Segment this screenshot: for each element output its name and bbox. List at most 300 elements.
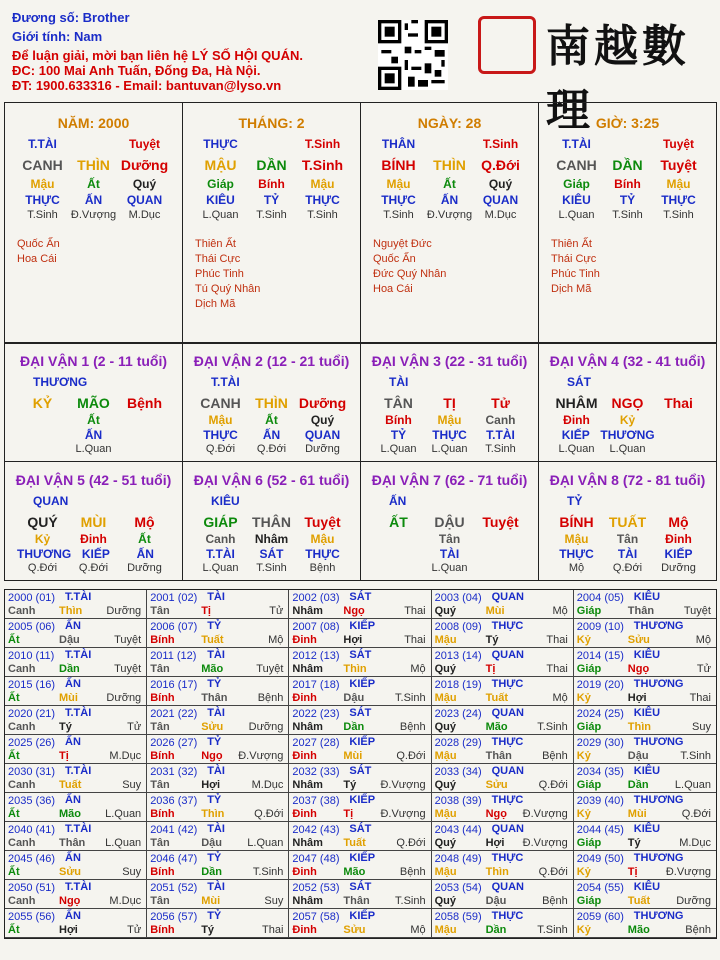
year-cell — [574, 793, 716, 822]
year-branch: Thìn — [627, 721, 652, 733]
dai-van-value: Mậu — [310, 532, 335, 546]
pillar-cell: Giáp — [563, 177, 590, 191]
year-branch: Hợi — [485, 837, 505, 849]
pillar-cell: KIÊU — [562, 193, 591, 207]
pillar-cell: T.Sinh — [304, 137, 341, 151]
year-cell — [5, 590, 147, 619]
year-cell — [432, 735, 574, 764]
dai-van-value: Canh — [205, 532, 236, 546]
year-god: TÀI — [207, 823, 225, 835]
dai-van-row — [539, 413, 716, 427]
year-stem: Nhâm — [292, 663, 323, 675]
year-branch: Mùi — [201, 895, 221, 907]
year-label: 2041 (42) — [150, 824, 198, 836]
year-stage: Bệnh — [542, 895, 568, 907]
year-label: 2021 (22) — [150, 708, 198, 720]
year-stage: Tử — [127, 721, 142, 733]
year-god: TÀI — [207, 765, 225, 777]
year-stage: Đ.Vượng — [665, 866, 711, 878]
dai-van-god: THƯƠNG — [33, 375, 88, 389]
dai-van-value: Mộ — [568, 562, 585, 574]
dai-van-value: Q.Đới — [205, 443, 236, 455]
dai-van-row — [5, 395, 182, 411]
dai-van-value: Đinh — [563, 413, 590, 427]
year-branch: Sửu — [201, 721, 224, 733]
year-branch: Mùi — [485, 605, 505, 617]
dai-van-value: Ất — [87, 413, 100, 427]
pillar-row — [539, 177, 716, 191]
year-god: KIÊU — [633, 765, 661, 777]
year-stage: Mộ — [410, 663, 426, 675]
year-stem: Nhâm — [292, 837, 323, 849]
year-stage: T.Sinh — [680, 750, 711, 762]
year-god: TÀI — [207, 649, 225, 661]
dai-van-row — [361, 428, 538, 442]
year-stage: T.Sinh — [395, 895, 426, 907]
year-stem: Nhâm — [292, 895, 323, 907]
dai-van-row — [183, 514, 360, 530]
year-branch: Mùi — [343, 750, 363, 762]
dai-van-row — [183, 443, 360, 455]
year-branch: Tuất — [59, 779, 82, 791]
dai-van-value: Bính — [385, 413, 412, 427]
dai-van-row — [361, 547, 538, 561]
year-stage: Suy — [264, 895, 284, 907]
year-god: TÀI — [207, 591, 225, 603]
year-stem: Giáp — [576, 605, 602, 617]
year-stem: Mậu — [434, 866, 457, 878]
pillar-title: NĂM: 2000 — [57, 115, 130, 131]
dai-van-cell — [539, 462, 716, 580]
year-cell — [289, 735, 431, 764]
pillar-cell: M.Dục — [484, 209, 517, 221]
year-stem: Quý — [434, 721, 456, 733]
pillar-cell — [246, 137, 297, 151]
pillar-cell: T.Sinh — [256, 209, 287, 221]
year-stem: Đinh — [292, 750, 317, 762]
pillar-cell: Tuyệt — [662, 137, 695, 151]
dai-van-row — [183, 413, 360, 427]
pillar-cell: Tuyệt — [128, 137, 161, 151]
year-stage: Đ.Vượng — [522, 837, 568, 849]
year-label: 2049 (50) — [576, 853, 624, 865]
pillar-cell: QUAN — [126, 193, 163, 207]
year-branch: Thân — [343, 895, 370, 907]
dai-van-value — [17, 443, 68, 455]
year-cell — [432, 822, 574, 851]
dai-van-row — [5, 532, 182, 546]
year-god: ẤN — [65, 620, 81, 632]
year-god: THƯƠNG — [633, 678, 684, 690]
dai-van-value: Đinh — [665, 532, 692, 546]
dai-van-cell — [361, 343, 539, 461]
pillar-cell: T.Sinh — [663, 209, 694, 221]
year-cell — [432, 880, 574, 909]
year-branch: Mão — [201, 663, 224, 675]
dai-van-value: QUAN — [304, 428, 341, 442]
pillar-row — [5, 177, 182, 191]
year-cell — [147, 677, 289, 706]
year-label: 2001 (02) — [150, 592, 198, 604]
pillar-cell: KIÊU — [206, 193, 235, 207]
year-cell — [432, 851, 574, 880]
year-stem: Nhâm — [292, 779, 323, 791]
star-item: Phúc Tinh — [551, 268, 600, 280]
star-item: Quốc Ấn — [373, 253, 416, 265]
year-god: SÁT — [349, 649, 372, 661]
year-branch: Thân — [59, 837, 86, 849]
year-cell — [289, 648, 431, 677]
year-god: TỶ — [207, 736, 222, 748]
year-cell — [5, 880, 147, 909]
year-branch: Mão — [485, 721, 508, 733]
dai-van-title: ĐẠI VẬN 7 (62 - 71 tuổi) — [371, 472, 528, 488]
dai-van-row — [183, 562, 360, 574]
year-branch: Dần — [201, 866, 222, 878]
year-label: 2017 (18) — [292, 679, 340, 691]
pillar-cell — [602, 137, 653, 151]
dai-van-value — [655, 428, 704, 442]
pillar-column — [183, 103, 361, 343]
dai-van-row — [5, 428, 182, 442]
dai-van-row — [539, 395, 716, 411]
year-god: KIẾP — [349, 736, 376, 748]
dai-van-value: ẤN — [84, 428, 103, 442]
pillar-cell: Mậu — [30, 177, 55, 191]
year-stage: Tuyệt — [683, 605, 711, 617]
year-stage: Mộ — [552, 692, 568, 704]
dai-van-god: T.TÀI — [211, 375, 240, 389]
year-stem: Tân — [150, 663, 170, 675]
year-god: KIẾP — [349, 910, 376, 922]
year-stem: Bính — [150, 750, 175, 762]
dai-van-row — [5, 443, 182, 455]
dai-van-value — [475, 562, 526, 574]
pillar-cell: T.Sinh — [482, 137, 519, 151]
year-branch: Thìn — [343, 663, 367, 675]
year-branch: Mão — [343, 866, 366, 878]
year-stem: Mậu — [434, 634, 457, 646]
year-stage: L.Quan — [247, 837, 284, 849]
year-cell — [432, 764, 574, 793]
dai-van-value: Canh — [485, 413, 516, 427]
year-label: 2020 (21) — [8, 708, 56, 720]
dai-van-value: MÃO — [77, 395, 110, 411]
year-branch: Tý — [201, 924, 215, 936]
year-stem: Giáp — [576, 721, 602, 733]
year-label: 2030 (31) — [8, 766, 56, 778]
year-god: TỶ — [207, 678, 222, 690]
year-stage: Dưỡng — [248, 721, 284, 733]
pillar-cell: Quý — [488, 177, 513, 191]
year-stage: Q.Đới — [538, 779, 568, 791]
year-cell — [432, 909, 574, 938]
year-stage: Bệnh — [542, 750, 568, 762]
pillar-row — [183, 193, 360, 207]
dai-van-value: Kỷ — [34, 532, 51, 546]
year-cell — [432, 619, 574, 648]
dai-van-row — [5, 514, 182, 530]
year-cell — [574, 851, 716, 880]
dai-van-row — [183, 532, 360, 546]
pillar-cell: T.TÀI — [28, 137, 57, 151]
dai-van-value: T.Sinh — [256, 562, 287, 574]
year-god: ẤN — [65, 736, 81, 748]
year-stem: Canh — [8, 663, 36, 675]
dai-van-value: L.Quan — [380, 443, 417, 455]
year-stage: Q.Đới — [396, 750, 426, 762]
year-label: 2038 (39) — [434, 795, 482, 807]
dai-van-value: CANH — [200, 395, 241, 411]
pillar-cell: Giáp — [207, 177, 234, 191]
year-stage: Thai — [546, 634, 568, 646]
dai-van-value: Bệnh — [127, 395, 162, 411]
four-pillars — [4, 102, 717, 344]
year-god: KIẾP — [349, 620, 376, 632]
dai-van-row — [5, 413, 182, 427]
year-stem: Đinh — [292, 924, 317, 936]
dai-van-title: ĐẠI VẬN 1 (2 - 11 tuổi) — [19, 353, 168, 369]
pillar-cell: T.Sinh — [612, 209, 643, 221]
year-label: 2024 (25) — [576, 708, 624, 720]
dai-van-value — [653, 443, 704, 455]
year-god: QUAN — [491, 823, 524, 835]
pillar-cell: THỰC — [381, 193, 416, 207]
year-god: THỰC — [491, 620, 524, 632]
dai-van-value: Tân — [616, 532, 639, 546]
contact-note: Để luận giải, mời bạn liên hệ LÝ SỐ HỘI QUÁN. — [12, 48, 303, 63]
year-branch: Tý — [59, 721, 72, 733]
year-cell — [5, 764, 147, 793]
year-god: TỶ — [207, 620, 222, 632]
year-cell — [289, 909, 431, 938]
year-branch: Tị — [627, 866, 638, 878]
year-branch: Hợi — [59, 924, 78, 936]
year-stem: Giáp — [576, 837, 602, 849]
year-label: 2025 (26) — [8, 737, 56, 749]
star-item: Hoa Cái — [373, 283, 413, 295]
year-god: ẤN — [65, 852, 81, 864]
pillar-column — [539, 103, 716, 343]
year-god: THƯƠNG — [633, 620, 684, 632]
year-cell — [5, 706, 147, 735]
star-item: Dịch Mã — [195, 298, 236, 310]
year-cell — [289, 764, 431, 793]
year-stage: M.Dục — [251, 779, 284, 791]
dai-van-value: Quý — [310, 413, 335, 427]
year-stem: Ất — [8, 750, 20, 762]
star-item: Thiên Ất — [195, 238, 236, 250]
dai-van-title: ĐẠI VẬN 5 (42 - 51 tuổi) — [15, 472, 172, 488]
dai-van-value — [119, 428, 170, 442]
dai-van-value: Thai — [664, 395, 693, 411]
year-stage: Q.Đới — [254, 808, 284, 820]
year-cell — [147, 880, 289, 909]
star-item: Hoa Cái — [17, 253, 57, 265]
year-god: QUAN — [491, 765, 524, 777]
year-stem: Giáp — [576, 779, 602, 791]
year-branch: Ngọ — [485, 808, 507, 820]
year-cell — [147, 793, 289, 822]
dai-van-value: L.Quan — [431, 562, 468, 574]
dai-van-row — [5, 562, 182, 574]
pillar-cell: THÌN — [77, 157, 110, 173]
year-stem: Kỷ — [576, 808, 591, 820]
year-branch: Tuất — [627, 895, 651, 907]
pillar-row — [539, 193, 716, 207]
dai-van-row — [539, 532, 716, 546]
year-cell — [289, 880, 431, 909]
year-stem: Kỷ — [576, 692, 591, 704]
star-item: Dịch Mã — [551, 283, 592, 295]
year-god: KIẾP — [349, 794, 376, 806]
dai-van-value: KIẾP — [81, 547, 110, 561]
year-label: 2039 (40) — [576, 795, 624, 807]
pillar-cell: Bính — [614, 177, 641, 191]
year-branch: Dần — [343, 721, 365, 733]
year-god: QUAN — [491, 707, 524, 719]
year-branch: Mùi — [59, 692, 78, 704]
year-cell — [574, 619, 716, 648]
pillar-title: NGÀY: 28 — [417, 115, 482, 131]
dai-van-value: Tuyệt — [482, 514, 519, 530]
year-label: 2006 (07) — [150, 621, 198, 633]
year-cell — [289, 822, 431, 851]
year-stem: Canh — [8, 895, 36, 907]
year-god: THỰC — [491, 910, 524, 922]
year-stem: Canh — [8, 721, 36, 733]
year-god: SÁT — [349, 765, 372, 777]
year-label: 2000 (01) — [8, 592, 56, 604]
year-label: 2018 (19) — [434, 679, 482, 691]
star-item: Thái Cực — [195, 253, 241, 265]
year-stem: Mậu — [434, 924, 457, 936]
dai-van-value: TỊ — [443, 395, 456, 411]
year-branch: Tị — [343, 808, 354, 820]
year-god: ẤN — [65, 678, 81, 690]
year-label: 2027 (28) — [292, 737, 340, 749]
year-label: 2011 (12) — [150, 650, 197, 662]
dai-van-row — [539, 562, 716, 574]
year-label: 2050 (51) — [8, 882, 56, 894]
year-cell — [5, 619, 147, 648]
dai-van-value: Mậu — [208, 413, 233, 427]
dai-van-value — [373, 547, 424, 561]
dai-van-god: TỶ — [567, 494, 583, 508]
year-stem: Tân — [150, 895, 170, 907]
dai-van-title: ĐẠI VẬN 2 (12 - 21 tuổi) — [193, 353, 350, 369]
year-stage: L.Quan — [105, 837, 142, 849]
pillar-stars — [183, 237, 360, 312]
year-stage: L.Quan — [105, 808, 142, 820]
year-cell — [289, 677, 431, 706]
year-branch: Tuất — [343, 837, 366, 849]
year-label: 2019 (20) — [576, 679, 624, 691]
dai-van-god: KIÊU — [211, 494, 240, 508]
dai-van-value: THÂN — [252, 514, 291, 530]
year-label: 2057 (58) — [292, 911, 340, 923]
year-stem: Canh — [8, 605, 36, 617]
year-stage: L.Quan — [674, 779, 711, 791]
pillar-cell: Q.Đới — [481, 157, 520, 173]
year-label: 2007 (08) — [292, 621, 340, 633]
year-branch: Mão — [59, 808, 81, 820]
owner-name: Đương số: Brother — [12, 10, 130, 25]
year-stem: Kỷ — [576, 866, 591, 878]
pillar-cell: THÌN — [433, 157, 466, 173]
year-stem: Canh — [8, 779, 36, 791]
pillar-cell: Ất — [87, 177, 100, 191]
year-branch: Sửu — [627, 634, 650, 646]
dai-van-value — [17, 428, 68, 442]
pillar-row — [183, 157, 360, 173]
year-cell — [574, 677, 716, 706]
year-cell — [289, 851, 431, 880]
year-cell — [147, 648, 289, 677]
year-cell — [289, 793, 431, 822]
year-label: 2045 (46) — [8, 853, 56, 865]
star-item: Phúc Tinh — [195, 268, 244, 280]
pillar-row — [183, 137, 360, 151]
dai-van-row — [539, 514, 716, 530]
pillar-cell: MẬU — [204, 157, 237, 173]
pillar-title: GIỜ: 3:25 — [595, 115, 660, 131]
year-god: THỰC — [491, 794, 524, 806]
pillar-cell: TỶ — [263, 193, 280, 207]
year-stem: Bính — [150, 634, 175, 646]
dai-van-title: ĐẠI VẬN 4 (32 - 41 tuổi) — [549, 353, 706, 369]
dai-van-value: Mậu — [437, 413, 462, 427]
year-stem: Quý — [434, 605, 456, 617]
dai-van-value — [373, 532, 424, 546]
dai-van-row — [183, 547, 360, 561]
year-cell — [432, 590, 574, 619]
year-branch: Dậu — [59, 634, 80, 646]
dai-van-value: Tân — [438, 532, 461, 546]
year-stem: Đinh — [292, 808, 317, 820]
dai-van-value — [475, 532, 526, 546]
dai-van-value: Bệnh — [309, 562, 336, 574]
year-label: 2005 (06) — [8, 621, 56, 633]
pillar-cell: M.Dục — [128, 209, 161, 221]
year-label: 2035 (36) — [8, 795, 56, 807]
year-label: 2008 (09) — [434, 621, 482, 633]
dai-van-row — [361, 532, 538, 546]
year-branch: Dần — [59, 663, 80, 675]
year-cell — [289, 619, 431, 648]
pillar-row — [539, 209, 716, 221]
year-label: 2009 (10) — [576, 621, 624, 633]
dai-van-value — [119, 413, 170, 427]
pillar-cell: Mậu — [666, 177, 691, 191]
year-stage: Dưỡng — [106, 605, 142, 617]
pillar-row — [361, 209, 538, 221]
dai-van-value: KIẾP — [664, 547, 693, 561]
dai-van-value: TÂN — [384, 395, 413, 411]
dai-van-value: KỶ — [32, 395, 53, 411]
year-stage: Đ.Vượng — [238, 750, 284, 762]
dai-van-row — [539, 428, 716, 442]
year-cell — [432, 677, 574, 706]
year-branch: Thìn — [59, 605, 83, 617]
year-label: 2033 (34) — [434, 766, 482, 778]
pillar-cell: L.Quan — [202, 209, 239, 221]
year-branch: Tý — [343, 779, 357, 791]
year-stem: Giáp — [576, 895, 602, 907]
year-stage: Thai — [261, 924, 284, 936]
year-stage: Mộ — [552, 605, 568, 617]
dai-van-value: THỰC — [203, 428, 238, 442]
